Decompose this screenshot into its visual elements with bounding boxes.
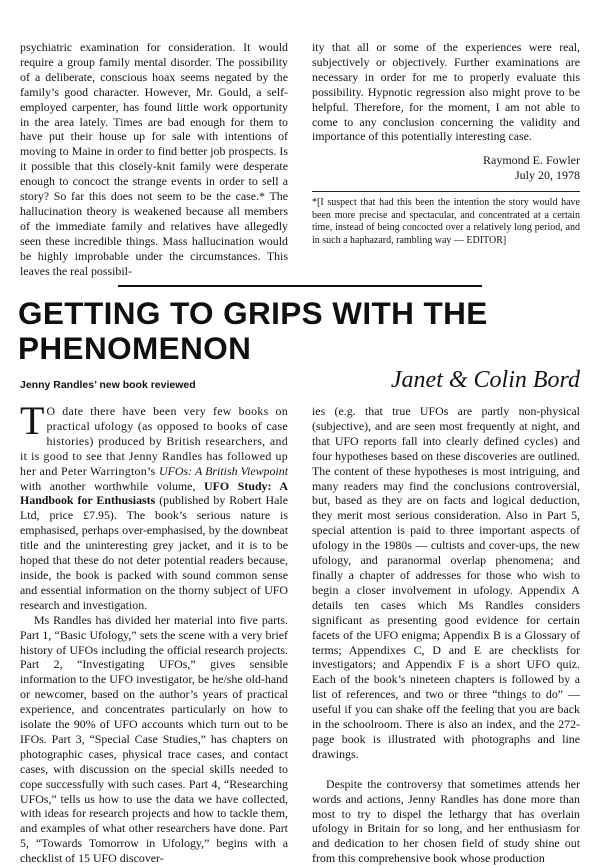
article-left-column — [20, 398, 289, 866]
signature-name: Raymond E. Fowler — [483, 153, 580, 167]
previous-article-left-column — [20, 40, 288, 279]
book-title-bold: UFO Study: A Handbook for Enthusiasts — [20, 478, 289, 508]
article-title: GETTING TO GRIPS WITH THE PHENOMENON — [18, 295, 488, 366]
section-divider — [118, 285, 482, 287]
previous-article-right-text: ity that all or some of the experiences were real, subjectively or objectively. Further examinations are necessary in order for me to properly evaluate this possibility. Hypnotic regression also might prove to be helpful. Therefore, for the moment, I am not able to come to any conclusion concerning the validity and importance of this potentially interesting case. — [312, 40, 580, 144]
article-right-column — [312, 404, 580, 866]
previous-article-left-text: psychiatric examination for consideration. It would require a group family mental disorder. The possibility of a deliberate, conscious hoax seems negated by the family’s good character. However, Mr. Gould, a self-employed carpenter, has found little work opportunity in the area lately. Times are bad enough for them to have put their house up for sale with intentions of moving to Maine in order to find better job prospects. Is it possible that this closely-knit family were desperate enough to concoct the strange events in order to sell a story? So far this does not seem to be the case.* The hallucination theory is weakened because all members of the immediate family and relatives have allegedly seen these incredible things. Mass hallucination would be highly improbable under the circumstances. This leaves the real possibil- — [20, 40, 288, 278]
previous-article-right-column — [312, 40, 580, 144]
article-paragraph-2: Ms Randles has divided her material into five parts. Part 1, “Basic Ufology,” sets the scene with a very brief history of UFOs including the official research projects. Part 2, “Investigating UFOs,” gives sensible information to the UFO investigator, be he/she old-hand or newcomer, based on the author’s years of practical experience, and concentrates particularly on how to isolate the 90% of UFO accounts which turn out to be IFOs. Part 3, “Special Case Studies,” has chapters on photographic cases, physical trace cases, and contact cases, with discussion on the special skills needed to cope successfully with such cases. Part 4, “Researching UFOs,” tells us how to use the data we have collected, with ideas for research projects and how to tackle them, and examples of what other researchers have done. Part 5, “Towards Tomorrow in Ufology,” begins with a checklist of 15 UFO discover- — [20, 612, 288, 866]
book-title-italic: UFOs: A British Viewpoint — [159, 463, 288, 478]
article-paragraph-1: T O date there have been very few books on practical ufology (as opposed to books of case histories) produced by British researchers, and it is good to see that Jenny Randles has followed up her and Peter Warrington’s UFOs: A British Viewpoint with another worthwhile volume, UFO Study: A Handbook for Enthusiasts (published by Robert Hale Ltd, price £7.95). The book’s serious nature is emphasised, perhaps over-emphasised, by the downbeat title and the uninteresting grey jacket, and it is to be hoped that these do not deter potential readers because, inside, the book is packed with sound common sense and essential information on the thorny subject of UFO research and investigation. — [20, 398, 289, 612]
signature-date: July 20, 1978 — [514, 168, 580, 182]
article-paragraph-3: ies (e.g. that true UFOs are partly non-physical (subjective), and are seen most frequently at night, and that UFO reports fall into clearly defined cycles) and four hypotheses based on these discoveries are outlined. The content of these hypotheses is most intriguing, and many readers may find the conclusions controversial, but, based as they are on facts and logical deduction, they merit most serious consideration. Also in Part 5, special attention is paid to three important aspects of ufology in the 1980s — cultists and cover-ups, the new ufology, and paranormal overlap phenomena; and finally a chapter of addresses for those who wish to begin a closer involvement in ufology. Appendix A details ten cases which Ms Randles considers significant as presenting good evidence for certain facets of the UFO enigma; Appendix B is a Glossary of terms; Appendixes C, D and E are checklists for investigators; and Appendix F is a short UFO quiz. Each of the book’s nineteen chapters is followed by a list of references, and two or three “things to do” — useful if you can shake off the feeling that you are back in the schoolroom. There is also an index, and the 272-page book is illustrated with photographs and line drawings. — [312, 404, 580, 761]
author-signature — [312, 153, 580, 183]
article-subtitle: Jenny Randles’ new book reviewed — [20, 379, 196, 391]
article-paragraph-4: Despite the controversy that sometimes attends her words and actions, Jenny Randles has done more than most to try to dispel the lethargy that has overlain ufology in Britain for so long, and her enthusiasm for and dedication to her chosen field of study shine out from this comprehensive book whose production — [312, 776, 580, 866]
article-authors: Janet & Colin Bord — [390, 367, 580, 393]
drop-cap: T — [20, 398, 45, 443]
editor-footnote: *[I suspect that had this been the intention the story would have been more precise and spectacular, and concentrated at a certain time, instead of being concocted over a relatively long period, and in such a haphazard, rambling way — EDITOR] — [312, 197, 580, 247]
footnote-divider — [312, 191, 580, 192]
